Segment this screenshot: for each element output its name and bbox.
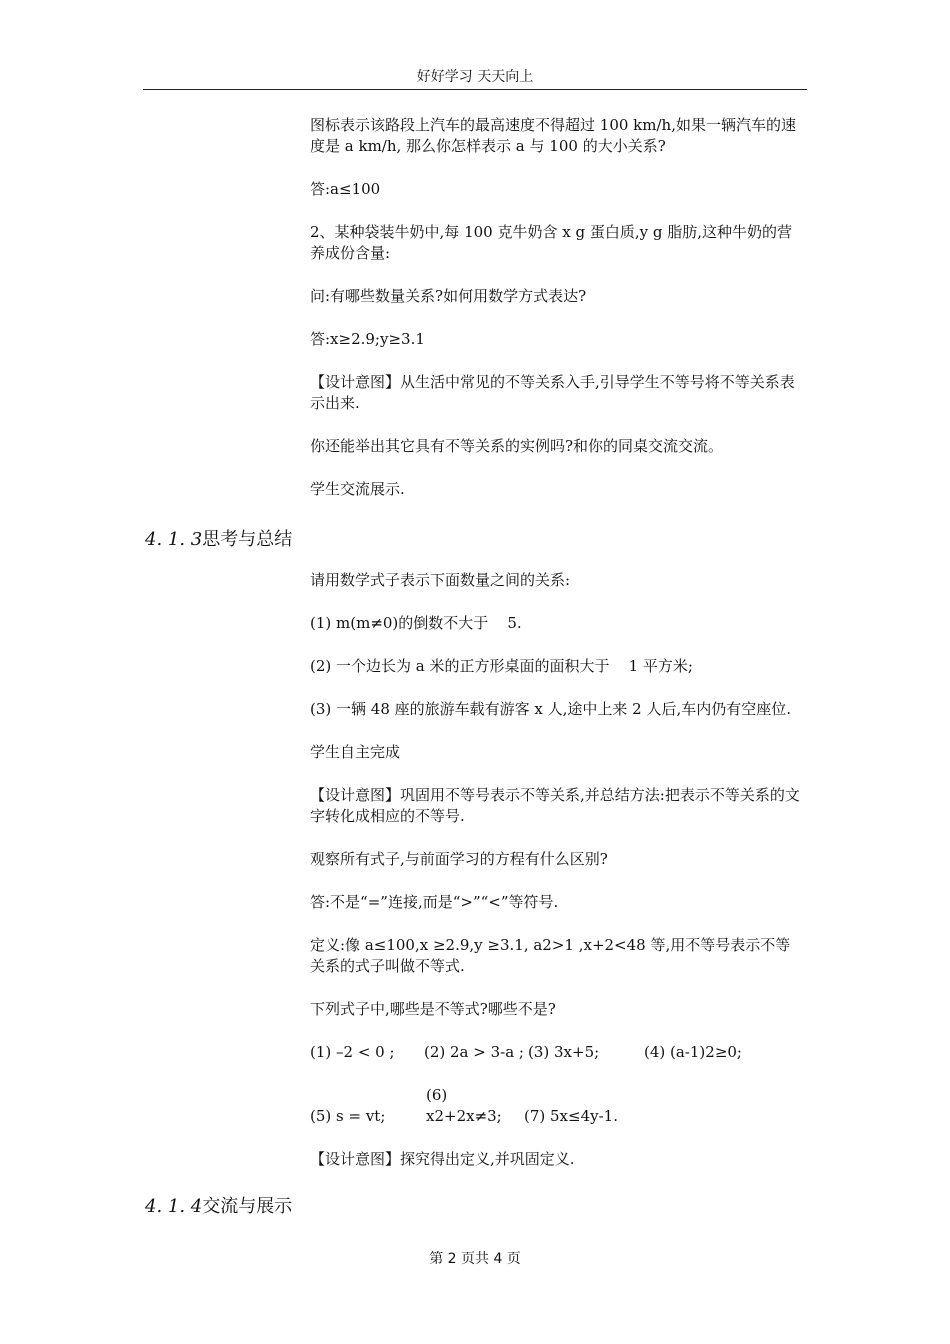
exercise-item: (4) (a-1)2≥0;: [644, 1043, 742, 1061]
paragraph: 答:x≥2.9;y≥3.1: [310, 330, 425, 348]
section-heading-4-1-4: [145, 1192, 292, 1218]
paragraph: (1) m(m≠0)的倒数不大于 5.: [310, 614, 522, 632]
paragraph: 图标表示该路段上汽车的最高速度不得超过 100 km/h,如果一辆汽车的速度是 a km/h, 那么你怎样表示 a 与 100 的大小关系?: [310, 116, 796, 155]
paragraph: 【设计意图】巩固用不等号表示不等关系,并总结方法:把表示不等关系的文字转化成相应的不等号.: [310, 786, 800, 825]
exercise-item: (1) –2 < 0 ;: [310, 1043, 395, 1061]
paragraph: 2、某种袋装牛奶中,每 100 克牛奶含 x g 蛋白质,y g 脂肪,这种牛奶的营养成份含量:: [310, 223, 792, 262]
paragraph: 定义:像 a≤100,x ≥2.9,y ≥3.1, a2>1 ,x+2<48 等,用不等号表示不等关系的式子叫做不等式.: [310, 936, 791, 975]
heading-text: 交流与展示: [202, 1196, 293, 1217]
exercise-row: [310, 1042, 802, 1063]
exercise-item: (6) x2+2x≠3;: [426, 1086, 502, 1125]
exercise-item: (2) 2a > 3-a ;: [424, 1043, 524, 1061]
paragraph: 请用数学式子表示下面数量之间的关系:: [310, 571, 571, 589]
section-body-a: [310, 115, 802, 500]
header-divider: [143, 89, 807, 90]
section-body-b: [310, 570, 802, 1170]
paragraph: 观察所有式子,与前面学习的方程有什么区别?: [310, 850, 608, 868]
paragraph: 问:有哪些数量关系?如何用数学方式表达?: [310, 287, 587, 305]
exercise-item: (7) 5x≤4y-1.: [524, 1107, 618, 1125]
paragraph: 下列式子中,哪些是不等式?哪些不是?: [310, 1000, 556, 1018]
paragraph: 答:不是“=”连接,而是“>”“<”等符号.: [310, 893, 559, 911]
heading-number: 4. 1. 4: [145, 1196, 203, 1217]
exercise-item: (5) s = vt;: [310, 1107, 386, 1125]
paragraph: 【设计意图】探究得出定义,并巩固定义.: [310, 1150, 575, 1168]
paragraph: (2) 一个边长为 a 米的正方形桌面的面积大于 1 平方米;: [310, 657, 693, 675]
heading-text: 思考与总结: [202, 529, 293, 550]
paragraph: 答:a≤100: [310, 180, 381, 198]
page-footer: 第 2 页共 4 页: [429, 1251, 521, 1267]
paragraph: 【设计意图】从生活中常见的不等关系入手,引导学生不等号将不等关系表示出来.: [310, 373, 795, 412]
exercise-item: (3) 3x+5;: [528, 1043, 600, 1061]
paragraph: 学生自主完成: [310, 743, 401, 761]
section-heading-4-1-3: [145, 525, 292, 551]
page-header: 好好学习 天天向上: [416, 69, 534, 85]
paragraph: (3) 一辆 48 座的旅游车载有游客 x 人,途中上来 2 人后,车内仍有空座位.: [310, 700, 792, 718]
exercise-row: [310, 1085, 802, 1127]
paragraph: 你还能举出其它具有不等关系的实例吗?和你的同桌交流交流。: [310, 437, 724, 455]
paragraph: 学生交流展示.: [310, 480, 405, 498]
heading-number: 4. 1. 3: [145, 529, 203, 550]
